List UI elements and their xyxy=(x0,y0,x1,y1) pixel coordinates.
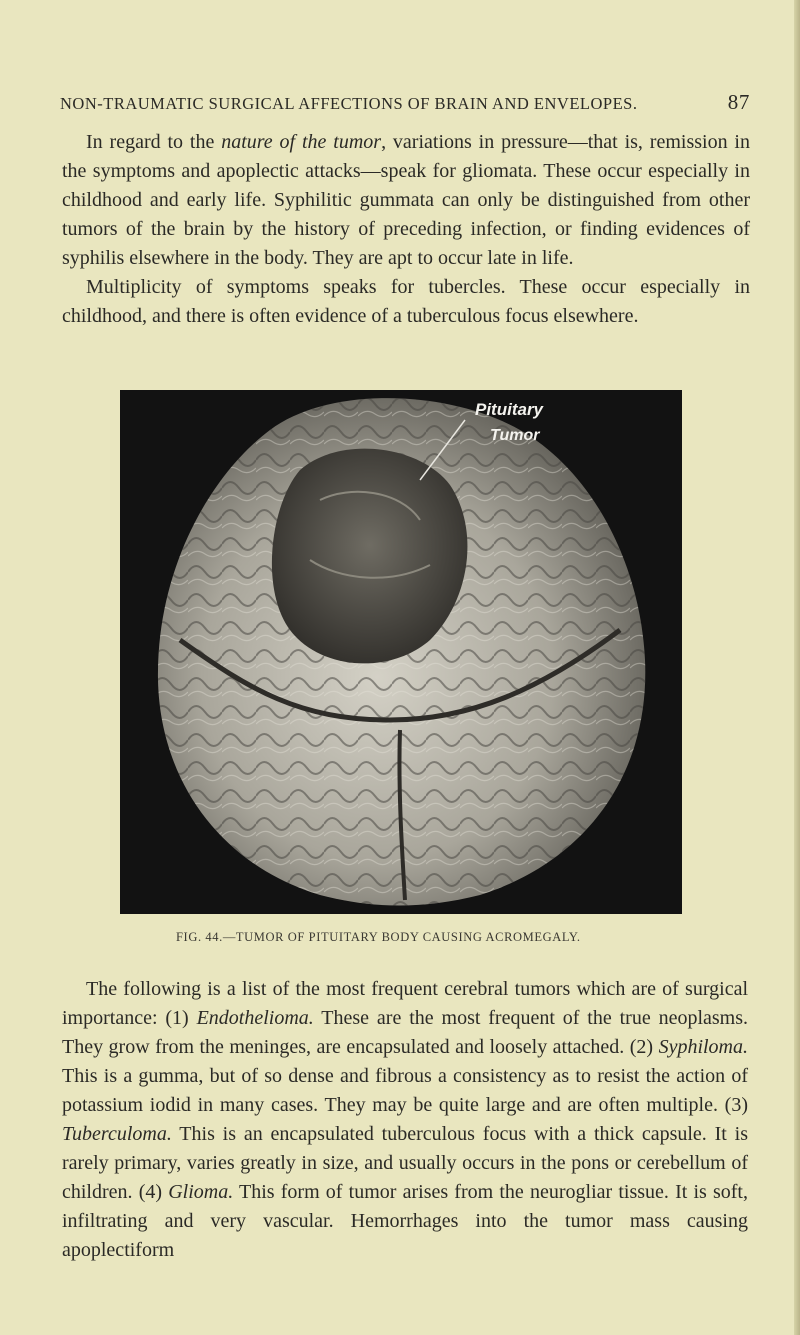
figure-caption: FIG. 44.—TUMOR OF PITUITARY BODY CAUSING ACROMEGALY. xyxy=(176,930,581,944)
figure-label-line2: Tumor xyxy=(490,427,540,444)
paragraph1-text-b: , variations in pressure—that is, remission in the symptoms and apoplectic attacks—speak for gliomata. These occur especially in childhood and early life. Syphilitic gummata can only be distinguished from other tumors of the brain by the history of preceding infection, or finding evidences of syphilis elsewhere in the body. They are apt to occur late in life. xyxy=(62,131,750,269)
page-edge xyxy=(794,0,800,1335)
p3-text-4: This is an encapsulated tuberculous focus with a thick capsule. It is rarely primary, varies greatly in size, and usually occurs in the pons or cerebellum of children. (4) xyxy=(62,1123,748,1203)
p3-tuberculoma: Tuberculoma. xyxy=(62,1123,172,1145)
p3-text-1: The following is a list of the most frequent cerebral tumors which are of surgical importance: (1) xyxy=(62,978,748,1029)
p3-text-5: This form of tumor arises from the neurogliar tissue. It is soft, infiltrating and very vascular. Hemorrhages into the tumor mass causing apoplectiform xyxy=(62,1181,748,1261)
running-head-title: NON-TRAUMATIC SURGICAL AFFECTIONS OF BRAIN AND ENVELOPES. xyxy=(60,94,638,113)
p3-glioma: Glioma. xyxy=(168,1181,234,1203)
figure-label-line1: Pituitary xyxy=(475,400,544,419)
paragraph1-text-a: In regard to the xyxy=(86,131,222,153)
figure-brain-photograph xyxy=(120,390,682,914)
paragraph-nature-of-tumor xyxy=(62,128,750,331)
p3-endothelioma: Endothelioma. xyxy=(196,1007,314,1029)
p3-syphiloma: Syphiloma. xyxy=(658,1036,748,1058)
paragraph3-block xyxy=(62,975,748,1265)
paragraph-tumor-list xyxy=(62,975,748,1265)
running-head xyxy=(60,90,750,115)
page-number: 87 xyxy=(727,90,750,114)
paragraph1-block xyxy=(62,128,750,273)
p3-text-2: These are the most frequent of the true neoplasms. They grow from the meninges, are encapsulated and loosely attached. (2) xyxy=(62,1007,748,1058)
paragraph2: Multiplicity of symptoms speaks for tubercles. These occur especially in childhood, and there is often evidence of a tuberculous focus elsewhere. xyxy=(62,276,750,327)
paragraph1-italic: nature of the tumor xyxy=(221,131,382,153)
brain-illustration xyxy=(120,390,682,914)
p3-text-3: This is a gumma, but of so dense and fibrous a consistency as to resist the action of potassium iodid in many cases. They may be quite large and are often multiple. (3) xyxy=(62,1065,748,1116)
